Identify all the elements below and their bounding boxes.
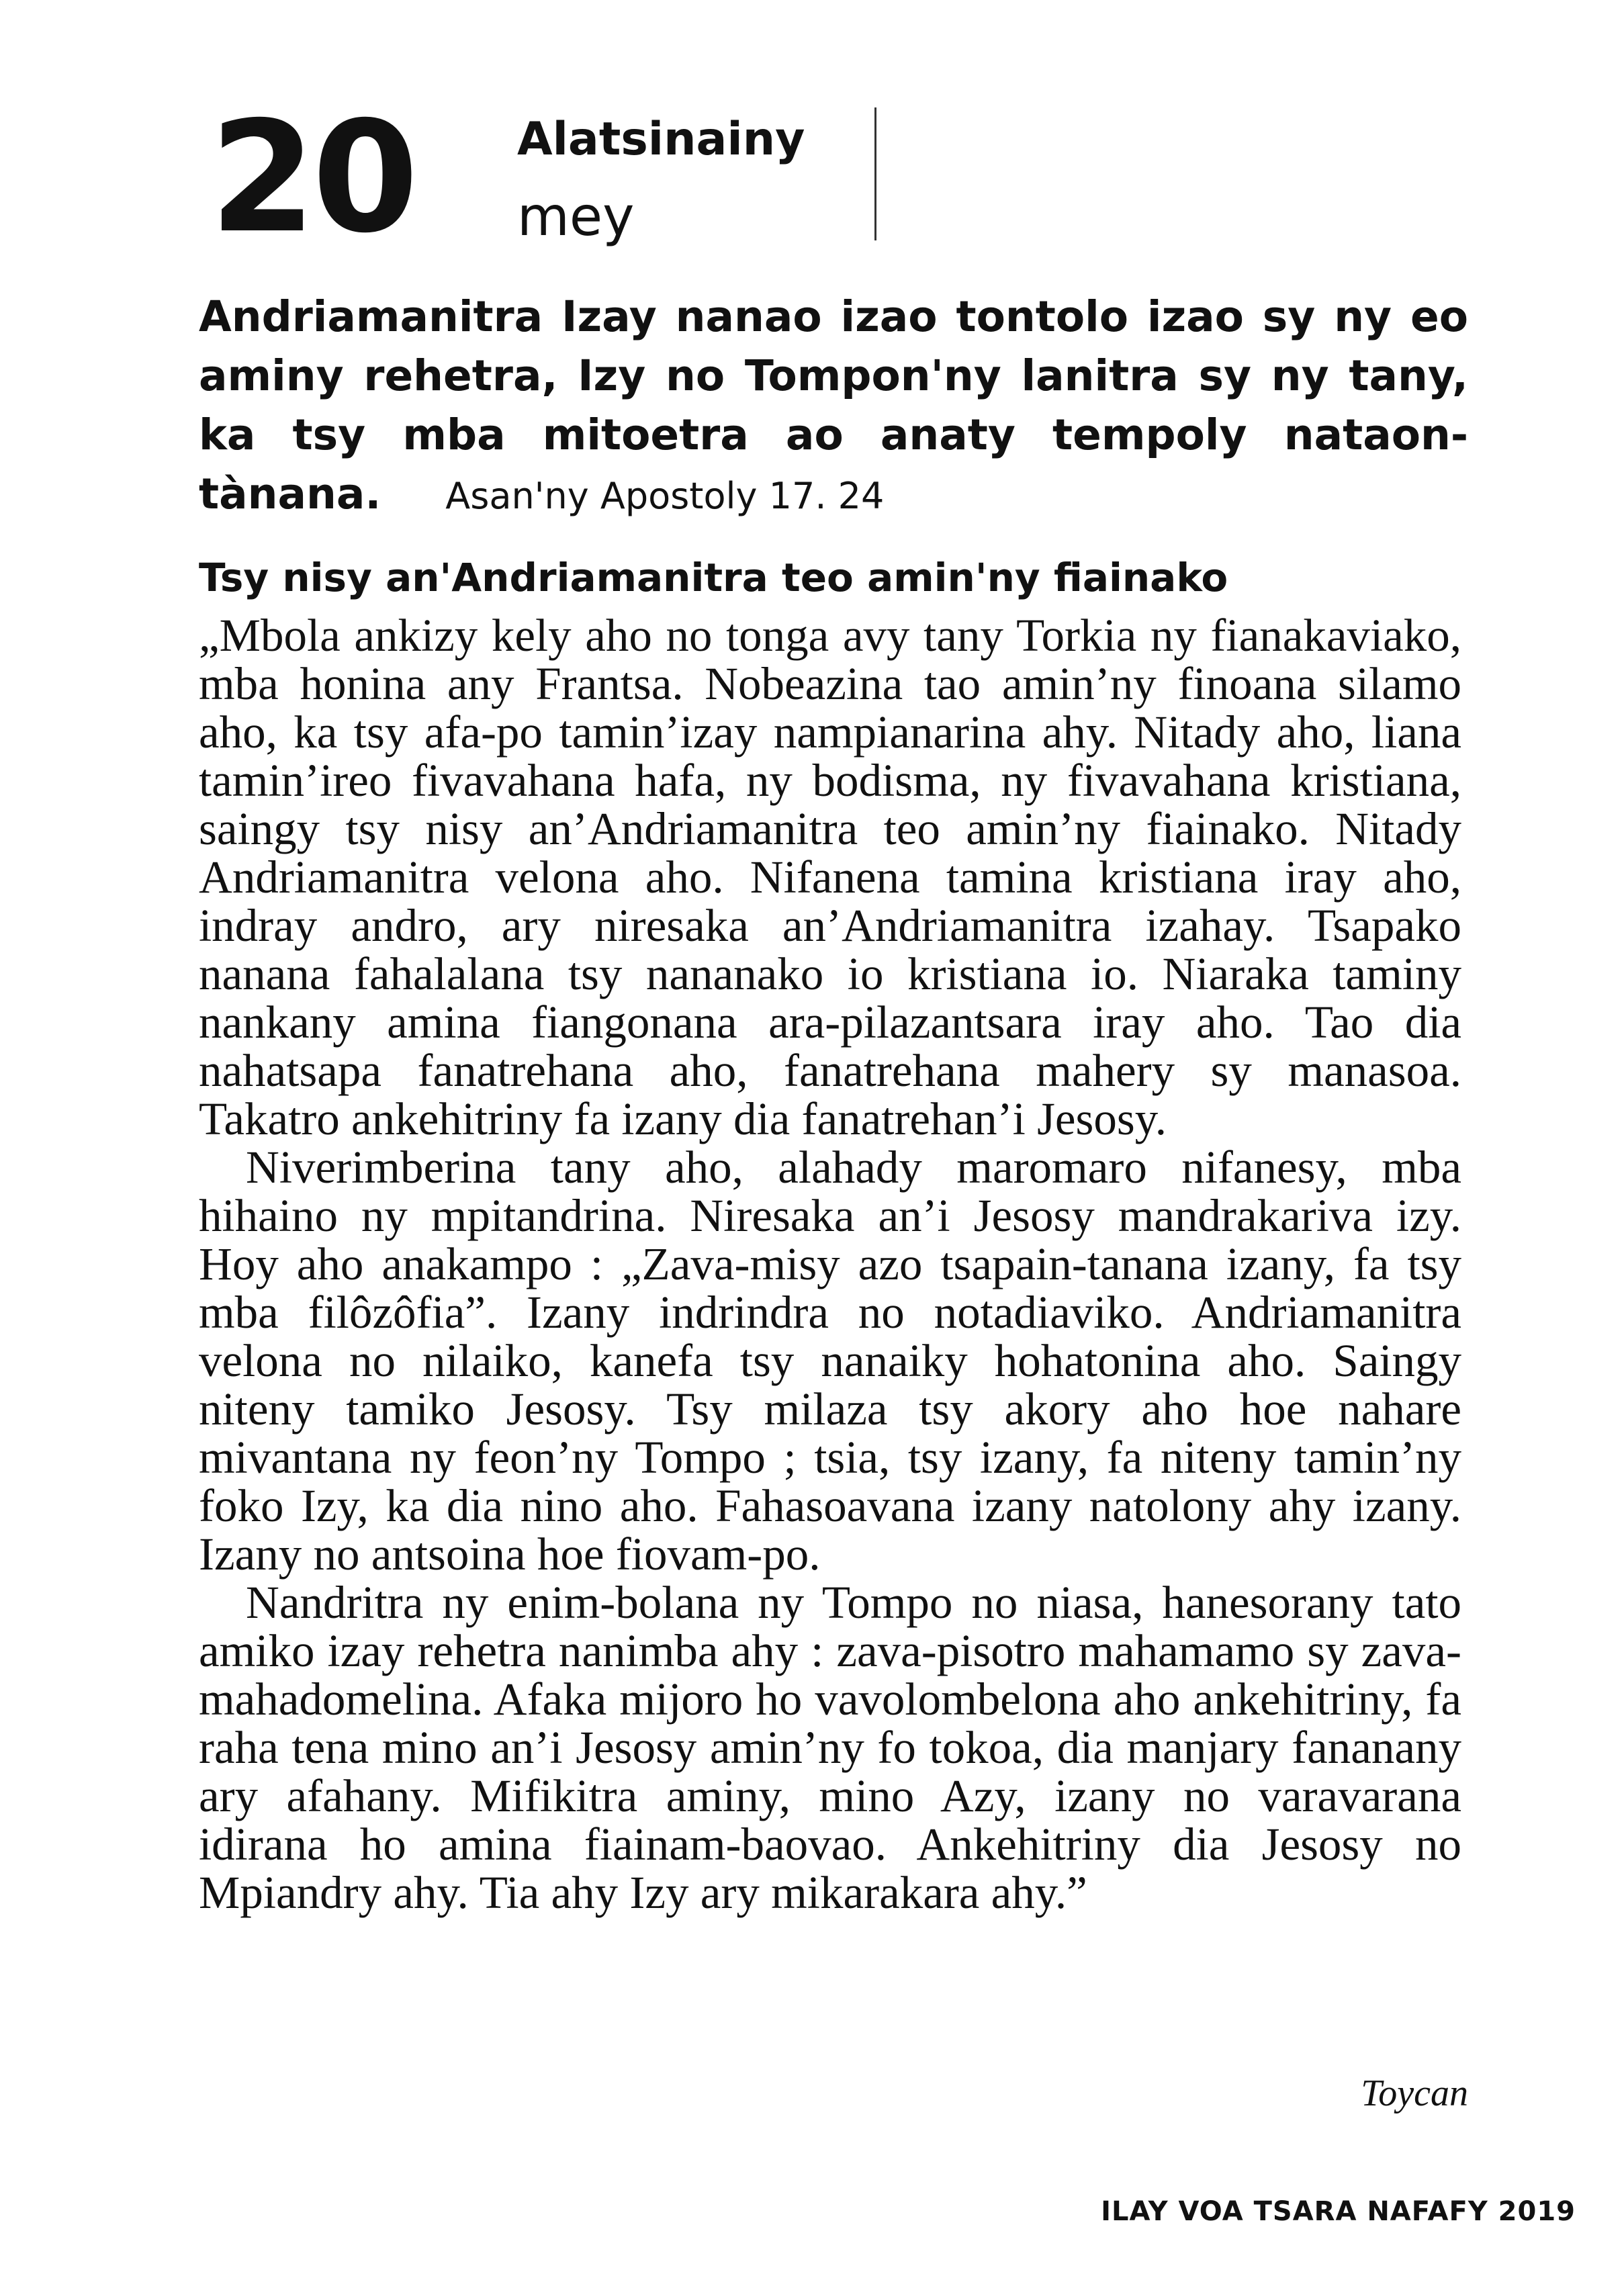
header-divider [874, 107, 876, 240]
publication-footer: ILAY VOA TSARA NAFAFY 2019 [1101, 2196, 1576, 2227]
weekday-label: Alatsinainy [517, 113, 805, 166]
article-title: Tsy nisy an'Andriamanitra teo amin'ny fiainako [199, 555, 1228, 600]
article-body [199, 611, 1461, 1917]
article-paragraph: Niverimberina tany aho, alahady maromaro nifanesy, mba hihaino ny mpitandrina. Niresaka an’i Jesosy mandrakariva izy. Hoy aho anakampo : „Zava-misy azo tsapain-tanana izany, fa tsy mba filôzôfia”. Izany indrindra no notadiaviko. Andriamanitra velona no nilaiko, kanefa tsy nanaiky hohatonina aho. Saingy niteny tamiko Jesosy. Tsy milaza tsy akory aho hoe nahare mivantana ny feon’ny Tompo ; tsia, tsy izany, fa niteny tamin’ny foko Izy, ka dia nino aho. Fahasoavana izany natolony ahy izany. Izany no antsoina hoe fiovam-po. [199, 1142, 1461, 1580]
month-label: mey [517, 185, 635, 248]
article-paragraph: „Mbola ankizy kely aho no tonga avy tany Torkia ny fianakaviako, mba honina any Frantsa. Nobeazina tao amin’ny finoana silamo aho, ka tsy afa-po tamin’izay nampianarina ahy. Nitady aho, liana tamin’ireo fivavahana hafa, ny bodisma, ny fivavahana kristiana, saingy tsy nisy an’Andriamanitra teo amin’ny fiainako. Nitady Andriamanitra velona aho. Nifanena tamina kristiana iray aho, indray andro, ary niresaka an’Andriamanitra izahay. Tsapako nanana fahalalana tsy nananako io kristiana io. Niaraka taminy nankany amina fiangonana ara-pilazantsara iray aho. Tao dia nahatsapa fanatrehana aho, fanatrehana mahery sy manasoa. Takatro ankehitriny fa izany dia fanatrehan’i Jesosy. [199, 610, 1461, 1144]
daily-verse [199, 287, 1468, 526]
verse-reference: Asan'ny Apostoly 17. 24 [445, 475, 885, 517]
author-signature: Toycan [1361, 2073, 1468, 2114]
day-number: 20 [210, 88, 415, 267]
verse-text: Andriamanitra Izay nanao izao tontolo izao sy ny eo aminy rehetra, Izy no Tompon'ny lanitra sy ny tany, ka tsy mba mitoetra ao anaty tempoly nataon-tànana. [199, 292, 1468, 518]
article-paragraph: Nandritra ny enim-bolana ny Tompo no niasa, hanesorany tato amiko izay rehetra nanimba ahy : zava-pisotro mahamamo sy zava-mahadomelina. Afaka mijoro ho vavolombelona aho ankehitriny, fa raha tena mino an’i Jesosy amin’ny fo tokoa, dia manjary fananany ary afahany. Mifikitra aminy, mino Azy, izany no varavarana idirana ho amina fiainam-baovao. Ankehitriny dia Jesosy no Mpiandry ahy. Tia ahy Izy ary mikarakara ahy.” [199, 1577, 1461, 1918]
